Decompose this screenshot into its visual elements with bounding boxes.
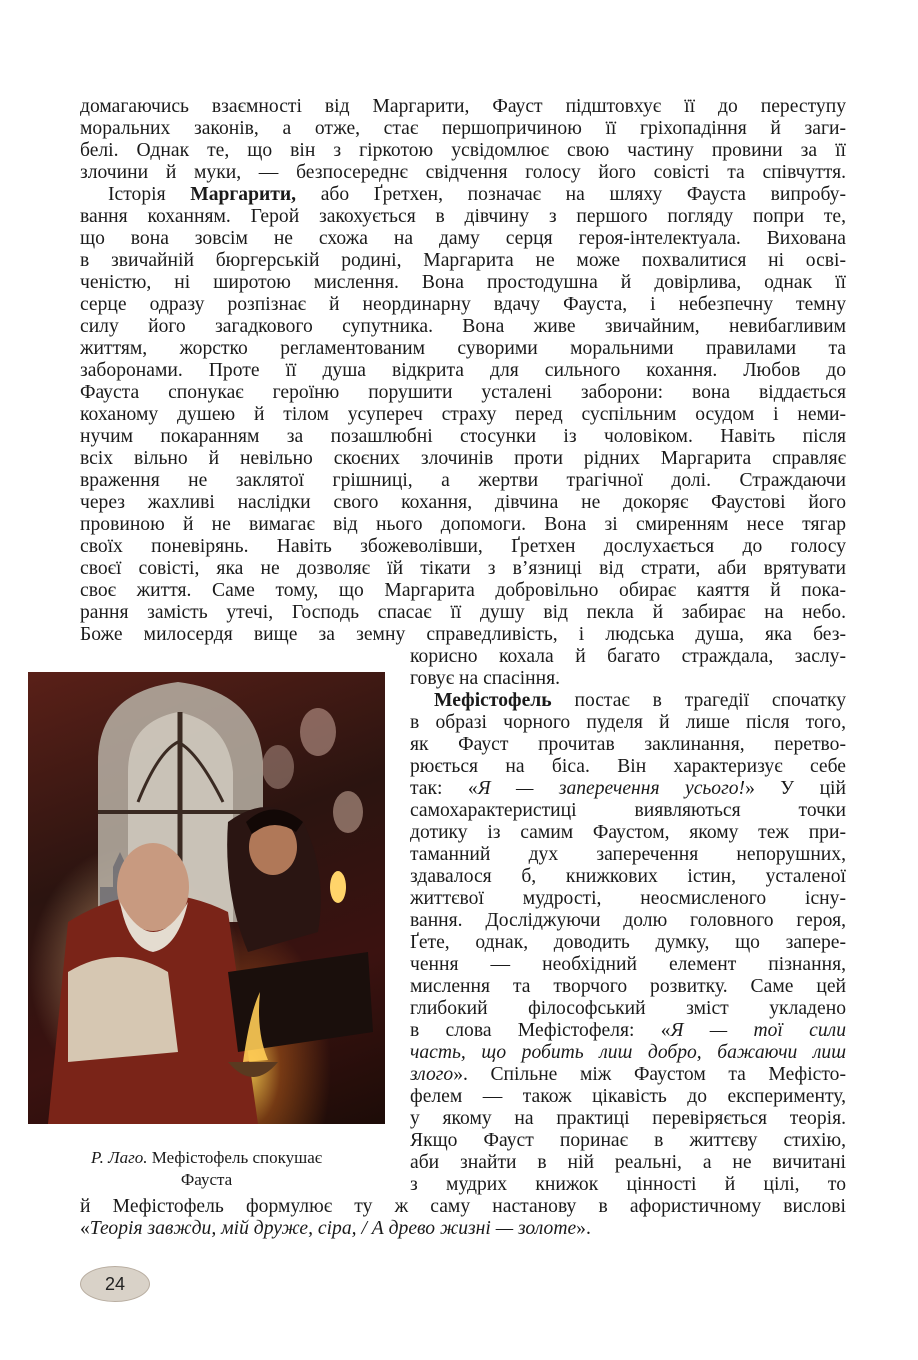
text-line: здавалося б, книжкових істин, усталеної	[410, 866, 846, 887]
text-line: через жахливі наслідки свого кохання, дівчина не докоряє Фаустові його	[80, 492, 846, 513]
text-line: таманний дух заперечення непорушних,	[410, 844, 846, 865]
quote-line	[410, 1064, 846, 1086]
quote-line	[410, 1042, 846, 1064]
quote-italic: часть, що робить лиш добро, бажаючи лиш	[410, 1042, 846, 1063]
text-line: в образі чорного пуделя й лише після того,	[410, 712, 846, 733]
text-span: в слова Мефістофеля: «	[410, 1020, 671, 1041]
text-line: своє життя. Саме тому, що Маргарита добровільно обирає каяття й пока-	[80, 580, 846, 601]
text-line: говує на спасіння.	[410, 668, 561, 689]
text-line: ченістю, ні широтою мислення. Вона простодушна й довірлива, однак її	[80, 272, 846, 293]
text-line: белі. Однак те, що він з гіркотою усвідомлює свою частину провини за її	[80, 140, 846, 161]
text-line: корисно кохала й багато страждала, заслу-	[410, 646, 846, 667]
text-line: коханому душею й тілом усупереч страху перед суспільним осудом і неми-	[80, 404, 846, 425]
text-line: фелем — також цікавість до експерименту,	[410, 1086, 846, 1107]
caption-author: Р. Лаго.	[90, 1148, 148, 1167]
text-line: в звичайній бюргерській родині, Маргарита не може похвалитися ні осві-	[80, 250, 846, 271]
text-line: всіх вільно й невільно скоєних злочинів проти рідних Маргарита справляє	[80, 448, 846, 469]
text-line: Фауста спонукає героїню порушити усталені заборони: вона віддається	[80, 382, 846, 403]
figure-caption	[28, 1147, 385, 1191]
text-line: й Мефістофель формулює ту ж саму настанову в афористичному вислові	[80, 1196, 846, 1217]
text-line: вання коханням. Герой закохується в дівчину з першого погляду попри те,	[80, 206, 846, 227]
text-line: своєї совісті, яка не дозволяє їй тікати з в’язниці від страти, аби врятувати	[80, 558, 846, 579]
text-line: злочини й муки, — безпосереднє свідчення голосу його совісті та співчуття.	[80, 162, 846, 183]
quote-italic: злого	[410, 1064, 454, 1085]
quote-italic: Я — заперечення усього!	[477, 778, 746, 799]
text-line: мислення та творчого розвитку. Саме цей	[410, 976, 846, 997]
text-line: силу його загадкового супутника. Вона живе звичайним, невибагливим	[80, 316, 846, 337]
text-span: так: «	[410, 778, 478, 799]
text-span: Історія	[108, 184, 166, 205]
text-line: Ґете, однак, доводить думку, що запере-	[410, 932, 846, 953]
text-span: або Ґретхен, позначає на шляху Фауста випробу-	[320, 184, 846, 205]
text-line: аби знайти в ній реальні, а не вичитані	[410, 1152, 846, 1173]
text-span: постає в трагедії спочатку	[574, 690, 846, 711]
text-span: ». Спільне між Фаустом та Мефісто-	[453, 1064, 846, 1085]
paragraph-mephisto-start	[434, 690, 846, 712]
text-line: дотику із самим Фаустом, якому теж при-	[410, 822, 846, 843]
page-number: 24	[104, 1273, 126, 1294]
text-span: «	[80, 1218, 90, 1239]
quote-line	[410, 1020, 846, 1042]
text-line: серце одразу розпізнає й неординарну вдачу Фауста, і небезпечну темну	[80, 294, 846, 315]
text-line: життєвої мудрості, неосмисленого існу-	[410, 888, 846, 909]
text-line: Боже милосердя вище за земну справедливість, і людська душа, яка без-	[80, 624, 846, 645]
text-span: ».	[576, 1218, 591, 1239]
quote-italic: Я — тої сили	[670, 1020, 846, 1041]
text-span: » У цій	[745, 778, 846, 799]
text-line: провиною й не вимагає від нього допомоги. Вона зі смиренням несе тягар	[80, 514, 846, 535]
text-line: самохарактеристиці виявляються точки	[410, 800, 846, 821]
quote-line	[410, 778, 846, 800]
text-line: життям, жорстко регламентованим суворими моральними правилами та	[80, 338, 846, 359]
text-line: глибокий філософський зміст укладено	[410, 998, 846, 1019]
caption-line: Фауста	[180, 1170, 233, 1189]
quote-italic: Теорія завжди, мій друже, сіра, / А древо жизні — золоте	[89, 1218, 577, 1239]
text-line: чення — необхідний елемент пізнання,	[410, 954, 846, 975]
text-line: вання. Досліджуючи долю головного героя,	[410, 910, 846, 931]
term-mephistopheles: Мефістофель	[434, 690, 552, 711]
paragraph-margarita-start	[108, 184, 846, 206]
text-line: рання замість утечі, Господь спасає її душу від пекла й забирає на небо.	[80, 602, 846, 623]
text-line: як Фауст прочитав заклинання, перетво-	[410, 734, 846, 755]
text-line: що вона зовсім не схожа на даму серця героя-інтелектуала. Вихована	[80, 228, 846, 249]
text-line: моральних законів, а отже, стає першопричиною її гріхопадіння й заги-	[80, 118, 846, 139]
page-number-badge	[80, 1266, 150, 1302]
text-line: заборонами. Проте її душа відкрита для сильного кохання. Любов до	[80, 360, 846, 381]
caption-line	[28, 1147, 385, 1169]
text-line: рюється на біса. Він характеризує себе	[410, 756, 846, 777]
text-line: у якому на практиці перевіряється теорія.	[410, 1108, 846, 1129]
painting-image	[28, 672, 385, 1124]
text-line: домагаючись взаємності від Маргарити, Фауст підштовхує її до переступу	[80, 96, 846, 117]
text-line: нучим покаранням за позашлюбні стосунки із чоловіком. Навіть після	[80, 426, 846, 447]
text-line: Якщо Фауст поринає в життєву стихію,	[410, 1130, 846, 1151]
text-line: враження не заклятої грішниці, а жертви трагічної долі. Страждаючи	[80, 470, 846, 491]
text-line: своїх поневірянь. Навіть збожеволівши, Ґретхен дослухається до голосу	[80, 536, 846, 557]
painting-illustration	[28, 672, 385, 1124]
caption-title: Мефістофель спокушає	[151, 1148, 323, 1167]
quote-line	[80, 1218, 846, 1240]
term-margarita: Маргарити,	[190, 184, 297, 205]
text-line: з мудрих книжок цінності й цілі, то	[410, 1174, 846, 1195]
